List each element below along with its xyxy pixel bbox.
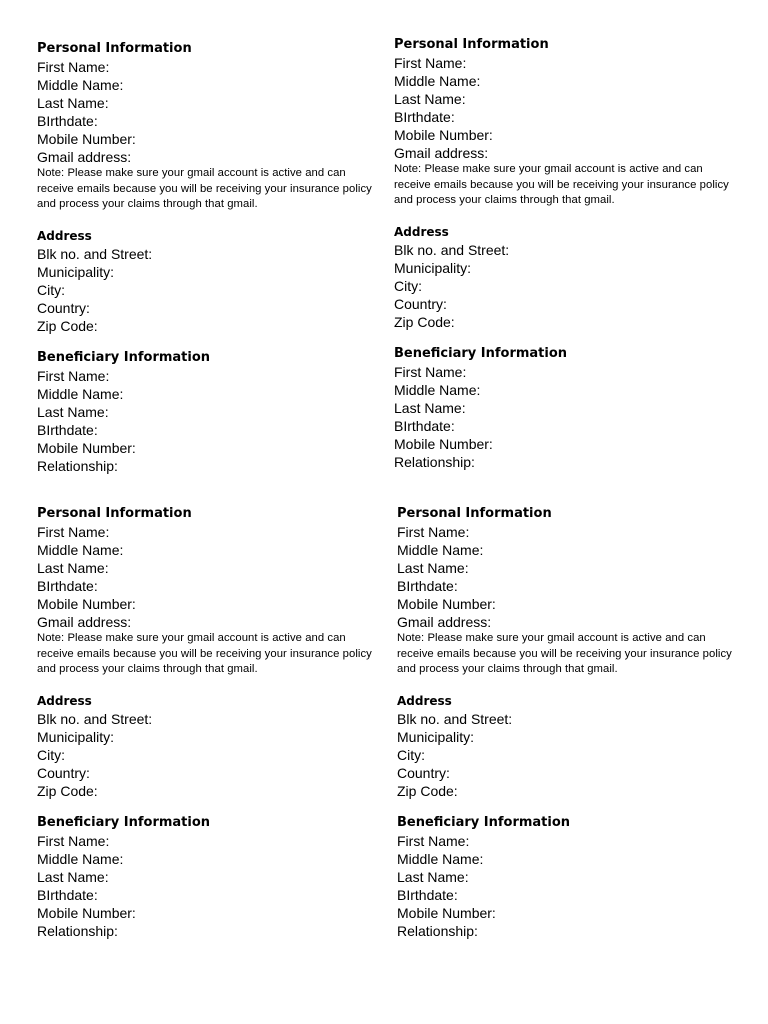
city-label: City: — [37, 746, 65, 763]
beneficiary-information-heading: Beneficiary Information — [37, 349, 211, 365]
gmail-address-label: Gmail address: — [37, 149, 132, 165]
mobile-number-label: Mobile Number: — [394, 127, 493, 143]
gmail-note: Note: Please make sure your gmail account is active and can receive emails because you will be receiving your insurance policy and process your claims through that gmail. — [394, 163, 729, 206]
first-name-label: First Name: — [397, 524, 470, 540]
beneficiary-information-heading: Beneficiary Information — [397, 814, 571, 830]
mobile-number-label: Mobile Number: — [397, 596, 496, 612]
gmail-note: Note: Please make sure your gmail account is active and can receive emails because you will be receiving your insurance policy and process your claims through that gmail. — [397, 632, 732, 675]
personal-information-heading: Personal Information — [394, 37, 549, 52]
beneficiary-relationship-label: Relationship: — [37, 457, 118, 474]
city-label: City: — [37, 281, 65, 298]
first-name-label: First Name: — [394, 55, 467, 71]
beneficiary-information-heading: Beneficiary Information — [37, 814, 211, 830]
beneficiary-middle-name-label: Middle Name: — [37, 385, 124, 402]
last-name-label: Last Name: — [394, 91, 466, 107]
municipality-label: Municipality: — [394, 259, 472, 276]
last-name-label: Last Name: — [397, 560, 469, 576]
gmail-address-label: Gmail address: — [397, 614, 492, 630]
insurance-form-1 — [37, 40, 387, 475]
beneficiary-middle-name-label: Middle Name: — [37, 850, 124, 867]
middle-name-label: Middle Name: — [37, 542, 124, 558]
personal-information-heading: Personal Information — [37, 41, 192, 56]
birthdate-label: BIrthdate: — [397, 578, 458, 594]
municipality-label: Municipality: — [37, 728, 115, 745]
address-heading: Address — [37, 228, 92, 243]
beneficiary-relationship-label: Relationship: — [37, 922, 118, 939]
beneficiary-middle-name-label: Middle Name: — [397, 850, 484, 867]
last-name-label: Last Name: — [37, 560, 109, 576]
zip-code-label: Zip Code: — [37, 317, 98, 334]
mobile-number-label: Mobile Number: — [37, 596, 136, 612]
gmail-note: Note: Please make sure your gmail account is active and can receive emails because you will be receiving your insurance policy and process your claims through that gmail. — [37, 167, 372, 210]
last-name-label: Last Name: — [37, 95, 109, 111]
street-label: Blk no. and Street: — [394, 241, 510, 258]
street-label: Blk no. and Street: — [37, 245, 153, 262]
beneficiary-last-name-label: Last Name: — [37, 868, 109, 885]
insurance-form-3 — [37, 505, 387, 940]
beneficiary-last-name-label: Last Name: — [37, 403, 109, 420]
gmail-address-label: Gmail address: — [394, 145, 489, 161]
first-name-label: First Name: — [37, 59, 110, 75]
address-heading: Address — [394, 224, 449, 239]
beneficiary-birthdate-label: BIrthdate: — [37, 886, 98, 903]
beneficiary-last-name-label: Last Name: — [394, 399, 466, 416]
municipality-label: Municipality: — [397, 728, 475, 745]
birthdate-label: BIrthdate: — [394, 109, 455, 125]
birthdate-label: BIrthdate: — [37, 113, 98, 129]
middle-name-label: Middle Name: — [37, 77, 124, 93]
zip-code-label: Zip Code: — [397, 782, 458, 799]
gmail-address-label: Gmail address: — [37, 614, 132, 630]
middle-name-label: Middle Name: — [394, 73, 481, 89]
mobile-number-label: Mobile Number: — [37, 131, 136, 147]
beneficiary-first-name-label: First Name: — [37, 832, 110, 849]
address-heading: Address — [37, 693, 92, 708]
beneficiary-birthdate-label: BIrthdate: — [397, 886, 458, 903]
city-label: City: — [394, 277, 422, 294]
beneficiary-mobile-number-label: Mobile Number: — [37, 904, 136, 921]
beneficiary-first-name-label: First Name: — [397, 832, 470, 849]
beneficiary-birthdate-label: BIrthdate: — [37, 421, 98, 438]
beneficiary-mobile-number-label: Mobile Number: — [394, 435, 493, 452]
country-label: Country: — [394, 295, 447, 312]
zip-code-label: Zip Code: — [37, 782, 98, 799]
country-label: Country: — [37, 299, 90, 316]
middle-name-label: Middle Name: — [397, 542, 484, 558]
beneficiary-last-name-label: Last Name: — [397, 868, 469, 885]
beneficiary-relationship-label: Relationship: — [397, 922, 478, 939]
address-heading: Address — [397, 693, 452, 708]
personal-information-heading: Personal Information — [397, 506, 552, 521]
municipality-label: Municipality: — [37, 263, 115, 280]
beneficiary-first-name-label: First Name: — [394, 363, 467, 380]
personal-information-heading: Personal Information — [37, 506, 192, 521]
insurance-form-4 — [397, 505, 747, 940]
city-label: City: — [397, 746, 425, 763]
insurance-form-2 — [394, 36, 744, 471]
beneficiary-birthdate-label: BIrthdate: — [394, 417, 455, 434]
zip-code-label: Zip Code: — [394, 313, 455, 330]
gmail-note: Note: Please make sure your gmail account is active and can receive emails because you will be receiving your insurance policy and process your claims through that gmail. — [37, 632, 372, 675]
beneficiary-mobile-number-label: Mobile Number: — [397, 904, 496, 921]
beneficiary-mobile-number-label: Mobile Number: — [37, 439, 136, 456]
beneficiary-information-heading: Beneficiary Information — [394, 345, 568, 361]
beneficiary-first-name-label: First Name: — [37, 367, 110, 384]
street-label: Blk no. and Street: — [397, 710, 513, 727]
beneficiary-middle-name-label: Middle Name: — [394, 381, 481, 398]
street-label: Blk no. and Street: — [37, 710, 153, 727]
birthdate-label: BIrthdate: — [37, 578, 98, 594]
beneficiary-relationship-label: Relationship: — [394, 453, 475, 470]
country-label: Country: — [397, 764, 450, 781]
first-name-label: First Name: — [37, 524, 110, 540]
country-label: Country: — [37, 764, 90, 781]
